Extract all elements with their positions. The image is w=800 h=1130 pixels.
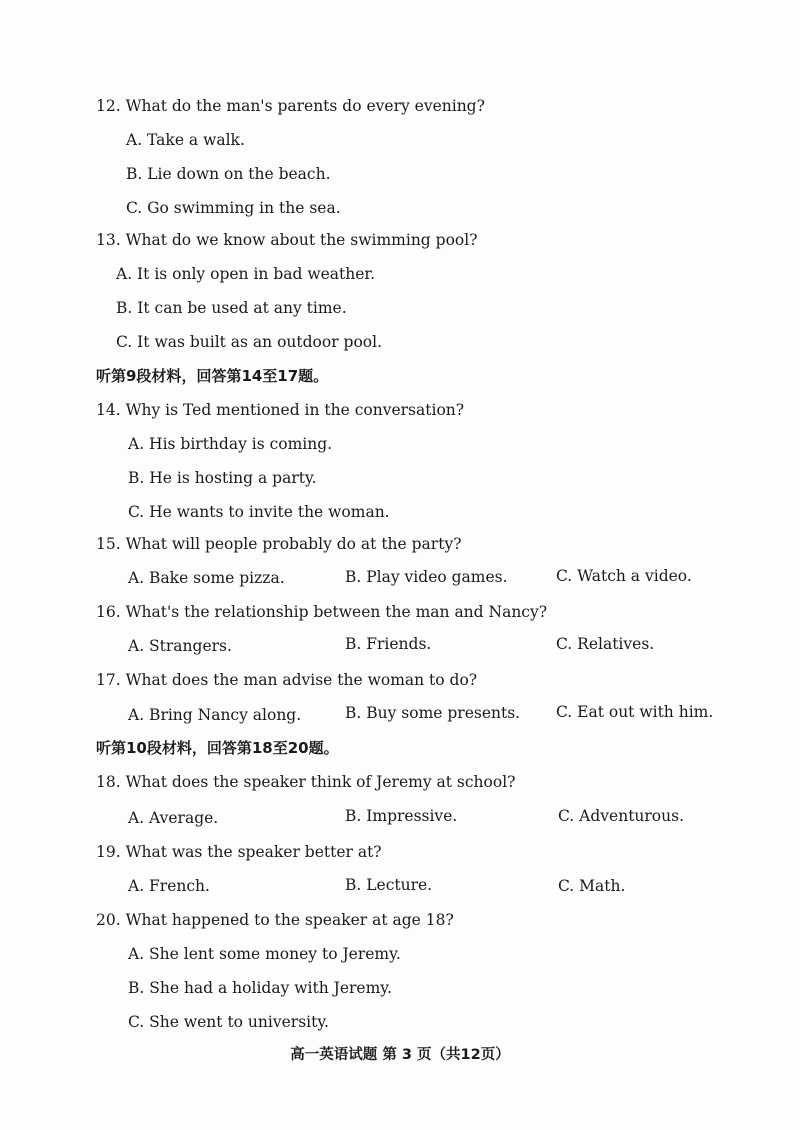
question-13-option-a: A. It is only open in bad weather.	[116, 265, 376, 283]
question-15-stem: 15. What will people probably do at the party?	[96, 535, 462, 553]
question-19-stem: 19. What was the speaker better at?	[96, 843, 382, 861]
question-14-option-b: B. He is hosting a party.	[128, 469, 317, 487]
question-14-option-a: A. His birthday is coming.	[128, 435, 333, 453]
question-20-option-c: C. She went to university.	[128, 1013, 329, 1031]
question-17-option-c: C. Eat out with him.	[556, 703, 714, 721]
question-15-option-b: B. Play video games.	[345, 568, 508, 586]
question-18-option-a: A. Average.	[128, 809, 219, 827]
question-18-option-b: B. Impressive.	[345, 807, 458, 825]
question-19-option-b: B. Lecture.	[345, 876, 433, 894]
question-15-option-c: C. Watch a video.	[556, 567, 692, 585]
question-13-option-c: C. It was built as an outdoor pool.	[116, 333, 383, 351]
question-17-option-a: A. Bring Nancy along.	[128, 706, 302, 724]
question-12-option-a: A. Take a walk.	[126, 131, 245, 149]
question-16-option-c: C. Relatives.	[556, 635, 655, 653]
question-17-option-b: B. Buy some presents.	[345, 704, 521, 722]
question-20-option-b: B. She had a holiday with Jeremy.	[128, 979, 392, 997]
question-19-option-c: C. Math.	[558, 877, 626, 895]
question-16-option-a: A. Strangers.	[128, 637, 232, 655]
question-13-stem: 13. What do we know about the swimming pool?	[96, 231, 478, 249]
question-20-stem: 20. What happened to the speaker at age 18?	[96, 911, 454, 929]
question-12-stem: 12. What do the man's parents do every evening?	[96, 97, 485, 115]
question-20-option-a: A. She lent some money to Jeremy.	[128, 945, 401, 963]
question-19-option-a: A. French.	[128, 877, 210, 895]
question-17-stem: 17. What does the man advise the woman to do?	[96, 671, 478, 689]
question-16-option-b: B. Friends.	[345, 635, 432, 653]
question-18-option-c: C. Adventurous.	[558, 807, 685, 825]
section-heading-9: 听第9段材料，回答第14至17题。	[96, 367, 329, 385]
section-heading-10: 听第10段材料，回答第18至20题。	[96, 739, 339, 757]
question-12-option-b: B. Lie down on the beach.	[126, 165, 331, 183]
question-13-option-b: B. It can be used at any time.	[116, 299, 347, 317]
question-15-option-a: A. Bake some pizza.	[128, 569, 285, 587]
question-12-option-c: C. Go swimming in the sea.	[126, 199, 341, 217]
page-footer: 高一英语试题 第 3 页（共12页）	[290, 1047, 510, 1063]
question-16-stem: 16. What's the relationship between the man and Nancy?	[96, 603, 548, 621]
question-14-stem: 14. Why is Ted mentioned in the conversation?	[96, 401, 465, 419]
question-14-option-c: C. He wants to invite the woman.	[128, 503, 390, 521]
question-18-stem: 18. What does the speaker think of Jeremy at school?	[96, 773, 516, 791]
